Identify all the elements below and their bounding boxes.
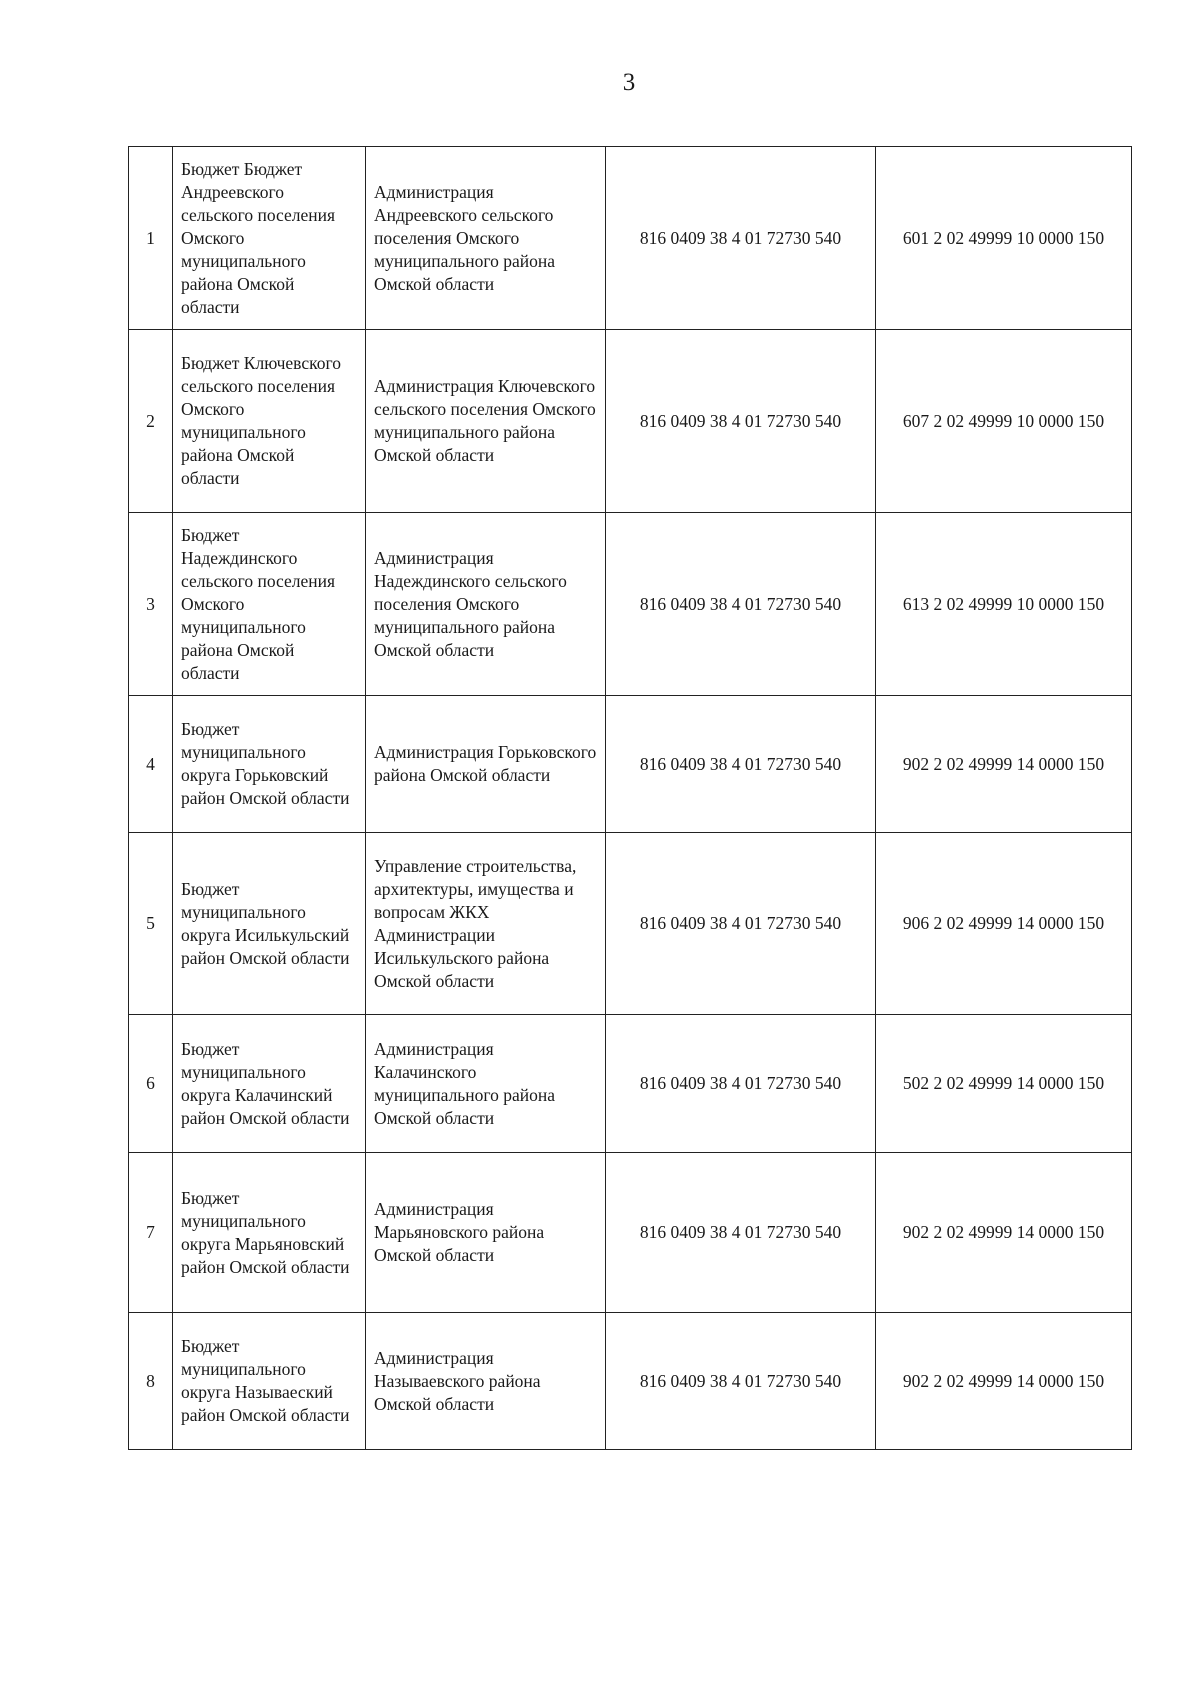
row-number: 5 bbox=[129, 833, 173, 1015]
expense-code-cell: 816 0409 38 4 01 72730 540 bbox=[606, 696, 876, 833]
budget-table bbox=[128, 146, 1132, 1450]
table-row bbox=[129, 513, 1132, 696]
administrator-cell: Администрация Андреевского сельского поселения Омского муниципального района Омской области bbox=[366, 147, 606, 330]
revenue-code-cell: 902 2 02 49999 14 0000 150 bbox=[876, 1313, 1132, 1450]
row-number: 3 bbox=[129, 513, 173, 696]
table-row bbox=[129, 833, 1132, 1015]
page-number: 3 bbox=[622, 69, 636, 96]
row-number: 2 bbox=[129, 330, 173, 513]
revenue-code-cell: 502 2 02 49999 14 0000 150 bbox=[876, 1015, 1132, 1153]
row-number: 1 bbox=[129, 147, 173, 330]
revenue-code-cell: 607 2 02 49999 10 0000 150 bbox=[876, 330, 1132, 513]
row-number: 4 bbox=[129, 696, 173, 833]
revenue-code-cell: 902 2 02 49999 14 0000 150 bbox=[876, 696, 1132, 833]
revenue-code-cell: 906 2 02 49999 14 0000 150 bbox=[876, 833, 1132, 1015]
administrator-cell: Администрация Марьяновского района Омской области bbox=[366, 1153, 606, 1313]
budget-cell: Бюджет Надеждинского сельского поселения Омского муниципального района Омской области bbox=[173, 513, 366, 696]
administrator-cell: Администрация Называевского района Омской области bbox=[366, 1313, 606, 1450]
administrator-cell: Администрация Ключевского сельского поселения Омского муниципального района Омской области bbox=[366, 330, 606, 513]
budget-cell: Бюджет Ключевского сельского поселения Омского муниципального района Омской области bbox=[173, 330, 366, 513]
expense-code-cell: 816 0409 38 4 01 72730 540 bbox=[606, 1313, 876, 1450]
administrator-cell: Администрация Калачинского муниципального района Омской области bbox=[366, 1015, 606, 1153]
table-row bbox=[129, 147, 1132, 330]
expense-code-cell: 816 0409 38 4 01 72730 540 bbox=[606, 1153, 876, 1313]
administrator-cell: Администрация Надеждинского сельского поселения Омского муниципального района Омской области bbox=[366, 513, 606, 696]
revenue-code-cell: 902 2 02 49999 14 0000 150 bbox=[876, 1153, 1132, 1313]
row-number: 7 bbox=[129, 1153, 173, 1313]
administrator-cell: Управление строительства, архитектуры, имущества и вопросам ЖКХ Администрации Исилькульского района Омской области bbox=[366, 833, 606, 1015]
budget-cell: Бюджет муниципального округа Исилькульский район Омской области bbox=[173, 833, 366, 1015]
administrator-cell: Администрация Горьковского района Омской области bbox=[366, 696, 606, 833]
expense-code-cell: 816 0409 38 4 01 72730 540 bbox=[606, 833, 876, 1015]
row-number: 6 bbox=[129, 1015, 173, 1153]
budget-cell: Бюджет Бюджет Андреевского сельского поселения Омского муниципального района Омской области bbox=[173, 147, 366, 330]
table-row bbox=[129, 696, 1132, 833]
table-row bbox=[129, 1153, 1132, 1313]
row-number: 8 bbox=[129, 1313, 173, 1450]
expense-code-cell: 816 0409 38 4 01 72730 540 bbox=[606, 513, 876, 696]
revenue-code-cell: 601 2 02 49999 10 0000 150 bbox=[876, 147, 1132, 330]
expense-code-cell: 816 0409 38 4 01 72730 540 bbox=[606, 147, 876, 330]
budget-cell: Бюджет муниципального округа Называеский район Омской области bbox=[173, 1313, 366, 1450]
expense-code-cell: 816 0409 38 4 01 72730 540 bbox=[606, 1015, 876, 1153]
table-row bbox=[129, 330, 1132, 513]
table-row bbox=[129, 1313, 1132, 1450]
revenue-code-cell: 613 2 02 49999 10 0000 150 bbox=[876, 513, 1132, 696]
expense-code-cell: 816 0409 38 4 01 72730 540 bbox=[606, 330, 876, 513]
table-row bbox=[129, 1015, 1132, 1153]
budget-cell: Бюджет муниципального округа Калачинский район Омской области bbox=[173, 1015, 366, 1153]
budget-cell: Бюджет муниципального округа Горьковский район Омской области bbox=[173, 696, 366, 833]
budget-cell: Бюджет муниципального округа Марьяновский район Омской области bbox=[173, 1153, 366, 1313]
